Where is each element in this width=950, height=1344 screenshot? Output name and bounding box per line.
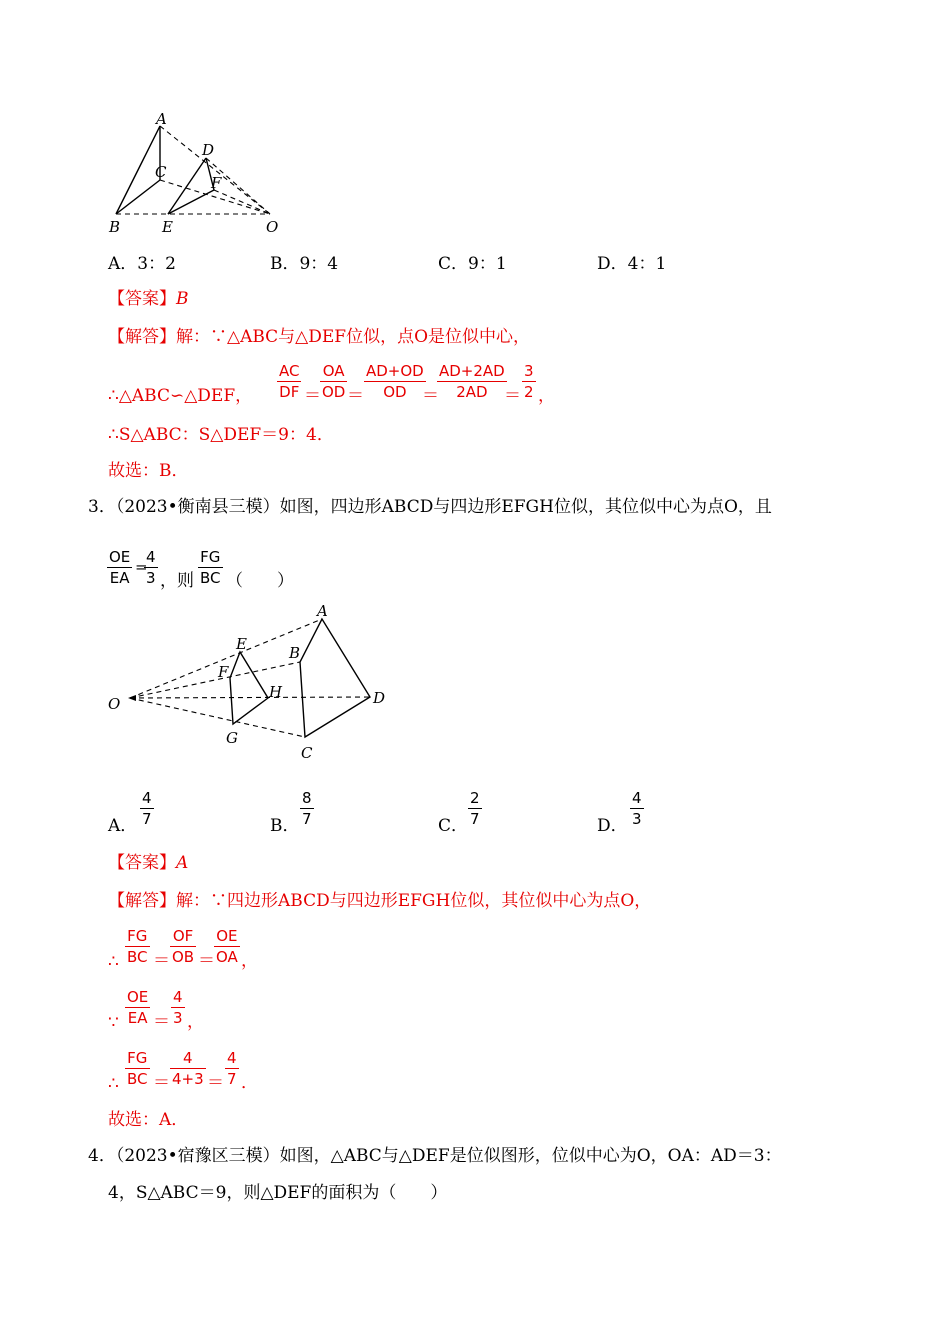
q4-stem-line1 <box>88 1148 782 1165</box>
numerator: 2 <box>470 789 480 807</box>
label-h: H <box>269 683 283 701</box>
denominator: 3 <box>632 810 642 828</box>
label-d: D <box>373 689 386 707</box>
numerator: 4 <box>146 548 156 566</box>
q2-option-a: A．3：2 <box>108 254 176 274</box>
label-e: E <box>236 635 247 653</box>
denominator: 7 <box>142 810 152 828</box>
q3-given-frac-fg-bc <box>198 550 223 586</box>
q3-solution-line1 <box>108 893 651 910</box>
q2-option-c: C．9：1 <box>438 254 507 274</box>
q3-option-c-letter: C． <box>438 816 469 836</box>
comma: ， <box>538 386 555 406</box>
solution-tag: 【解答】 <box>108 327 176 347</box>
q3-option-c-frac <box>468 791 482 827</box>
q3-answer <box>108 855 188 872</box>
label-d: D <box>202 141 215 159</box>
q3-given-frac-oe-ea <box>107 550 132 586</box>
label-f: F <box>218 663 229 681</box>
denominator: 7 <box>470 810 480 828</box>
denominator: DF <box>277 381 301 400</box>
equals-sign: ＝ <box>153 1073 170 1093</box>
answer-tag: 【答案】 <box>108 853 176 873</box>
equals-sign: ＝ <box>153 1012 170 1032</box>
numerator: AC <box>279 362 300 380</box>
q3-r3-frac-fg-bc <box>125 1051 150 1087</box>
numerator: FG <box>127 1049 148 1067</box>
question-number: 3． <box>88 497 116 517</box>
q2-solution-line2-prefix: ∴△ABC∽△DEF， <box>108 386 253 406</box>
answer-value: A <box>176 853 189 873</box>
numerator: 3 <box>524 362 534 380</box>
therefore-symbol: ∴ <box>108 952 119 972</box>
numerator: 8 <box>302 789 312 807</box>
label-o: O <box>266 218 279 236</box>
q3-option-a-letter: A． <box>108 816 138 836</box>
label-b: B <box>109 218 121 236</box>
q2-solution-line3: ∴S△ABC：S△DEF＝9：4． <box>108 425 334 445</box>
q3-r3-frac-4-43 <box>170 1051 206 1087</box>
numerator: AD+2AD <box>439 362 505 380</box>
q2-frac-ac-df <box>277 364 301 400</box>
period: ． <box>241 1073 258 1093</box>
q3-option-a-frac <box>140 791 154 827</box>
denominator: OB <box>172 948 195 966</box>
question-number: 4． <box>88 1146 116 1166</box>
denominator: BC <box>127 1070 148 1088</box>
numerator: 4 <box>183 1049 193 1067</box>
q3-stem <box>88 499 772 516</box>
denominator: 3 <box>146 569 156 587</box>
figure-triangles-abc-def <box>100 108 300 238</box>
q2-option-d: D．4：1 <box>597 254 667 274</box>
q3-r2-frac-4-3 <box>171 990 185 1026</box>
q3-r2-frac-oe-ea <box>125 990 150 1026</box>
denominator: 7 <box>227 1070 237 1088</box>
q3-r1-frac-of-ob <box>170 929 196 965</box>
denominator: OD <box>364 381 426 400</box>
comma: ， <box>187 1012 204 1032</box>
label-b: B <box>289 644 301 662</box>
therefore-symbol: ∴ <box>108 1074 119 1094</box>
equals-sign: ＝ <box>504 386 521 406</box>
numerator: AD+OD <box>366 362 424 380</box>
denominator: EA <box>107 567 132 586</box>
equals-sign: ＝ <box>304 386 321 406</box>
label-f: F <box>211 174 222 192</box>
q2-option-b: B．9：4 <box>270 254 339 274</box>
label-a: A <box>156 110 167 128</box>
q3-given-frac-4-3 <box>144 550 158 586</box>
equals-sign: = <box>135 558 148 576</box>
solution-tag: 【解答】 <box>108 891 176 911</box>
q3-r1-frac-oe-oa <box>214 929 240 965</box>
q3-conclusion: 故选：A． <box>108 1110 189 1130</box>
solution-text: 解：∵四边形ABCD与四边形EFGH位似，其位似中心为点O， <box>176 891 652 911</box>
numerator: 4 <box>173 988 183 1006</box>
equals-sign: ＝ <box>207 1073 224 1093</box>
denominator: 7 <box>302 810 312 828</box>
q3-option-b-letter: B． <box>270 816 300 836</box>
equals-sign: ＝ <box>153 951 170 971</box>
q3-option-d-frac <box>630 791 644 827</box>
q3-given-tail: ，则 <box>160 571 194 591</box>
denominator: BC <box>127 948 148 966</box>
answer-tag: 【答案】 <box>108 289 176 309</box>
equals-sign: ＝ <box>198 951 215 971</box>
q2-answer <box>108 291 189 308</box>
solution-text: 解：∵△ABC与△DEF位似，点O是位似中心， <box>176 327 531 347</box>
numerator: OE <box>127 988 149 1006</box>
numerator: OF <box>172 927 194 945</box>
label-c: C <box>301 744 313 762</box>
numerator: OE <box>216 927 238 945</box>
denominator: OD <box>322 383 346 401</box>
q4-stem-line2: 4，S△ABC＝9，则△DEF的面积为（ ） <box>108 1183 448 1203</box>
numerator: OA <box>322 362 345 380</box>
denominator: 4+3 <box>172 1070 204 1088</box>
q2-frac-3-2 <box>522 364 536 400</box>
q3-r1-frac-fg-bc <box>125 929 150 965</box>
denominator: 2 <box>524 383 534 401</box>
label-e: E <box>162 218 173 236</box>
q3-option-b-frac <box>300 791 314 827</box>
comma: ， <box>241 951 258 971</box>
question-text: （2023•衡南县三模）如图，四边形ABCD与四边形EFGH位似，其位似中心为点O，且 <box>115 497 772 517</box>
numerator: 4 <box>142 789 152 807</box>
numerator: 4 <box>632 789 642 807</box>
q2-frac-adod-od <box>364 364 426 400</box>
numerator: FG <box>200 548 221 566</box>
denominator: 2AD <box>437 381 507 400</box>
q2-solution-line1 <box>108 329 530 346</box>
label-g: G <box>226 729 238 747</box>
q3-r3-frac-4-7 <box>225 1051 239 1087</box>
denominator: EA <box>125 1007 150 1026</box>
label-a: A <box>317 602 328 620</box>
because-symbol: ∵ <box>108 1013 119 1033</box>
numerator: OE <box>109 548 131 566</box>
denominator: BC <box>200 569 221 587</box>
label-o: O <box>108 695 121 713</box>
question-text: （2023•宿豫区三模）如图，△ABC与△DEF是位似图形，位似中心为O，OA：AD＝3： <box>115 1146 782 1166</box>
q3-option-d-letter: D． <box>597 816 628 836</box>
denominator: 3 <box>173 1009 183 1027</box>
equals-sign: ＝ <box>347 386 364 406</box>
q3-blank: （ ） <box>226 571 294 591</box>
figure-quadrilaterals-abcd-efgh <box>100 598 400 768</box>
equals-sign: ＝ <box>422 386 439 406</box>
q2-frac-ad2ad-2ad <box>437 364 507 400</box>
q2-conclusion: 故选：B． <box>108 461 189 481</box>
numerator: 4 <box>227 1049 237 1067</box>
q2-frac-oa-od <box>320 364 347 400</box>
label-c: C <box>155 163 167 181</box>
numerator: FG <box>127 927 148 945</box>
answer-value: B <box>176 289 189 309</box>
denominator: OA <box>216 948 238 966</box>
